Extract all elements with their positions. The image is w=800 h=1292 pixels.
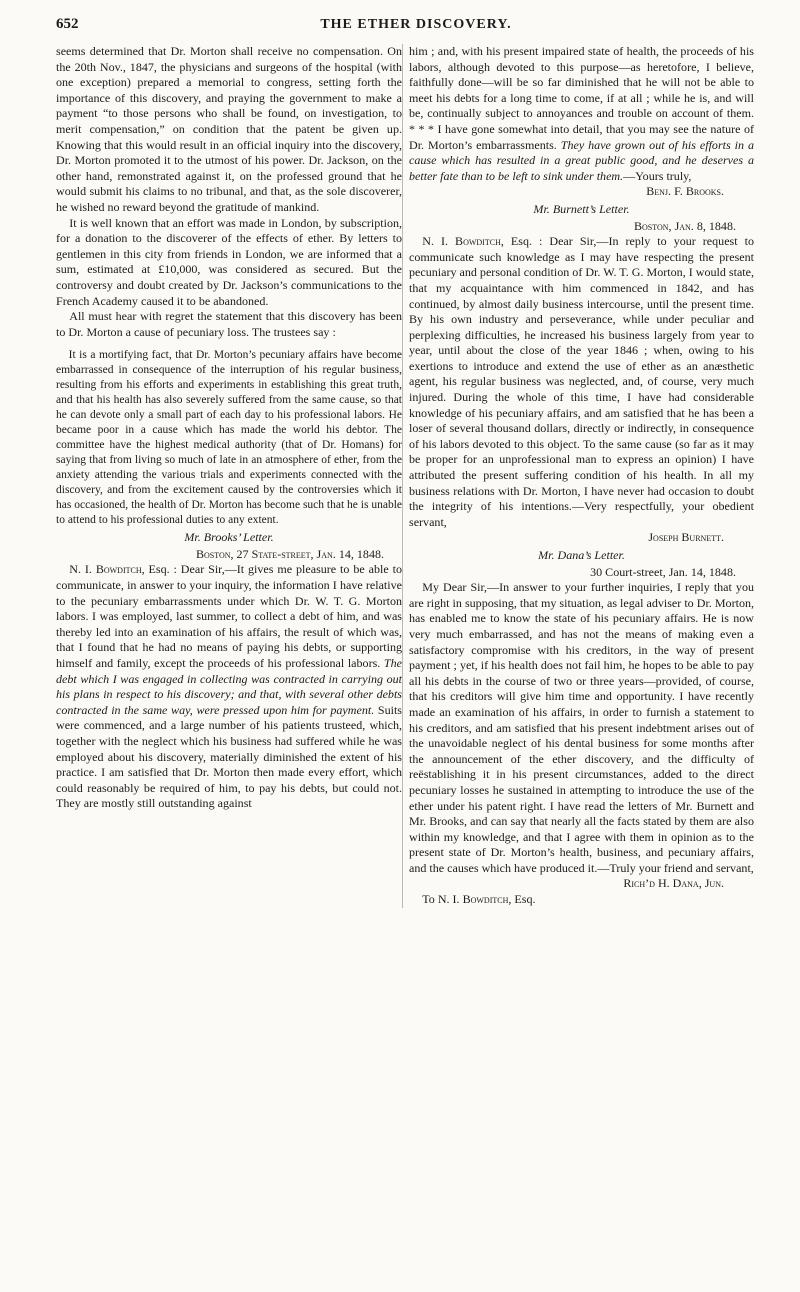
- letter-body: My Dear Sir,—In answer to your further inquiries, I reply that you are right in supposing, that my situation, as legal adviser to Dr. Morton, has enabled me to know the state of his pecuniary affairs. He is now very much embarrassed, and has not the means of making even a satisfactory compromise with his creditors, in the way of present payment ; yet, if his health does not fail him, he hopes to be able to pay all his debts in the course of two or three years—provided, of course, that his creditors will give him time and opportunity. I have recently made an examination of his affairs, in order to furnish a statement to his creditors, and am satisfied that his present indebtment arises out of the unavoidable neglect of his dental business for some months after the announcement of the ether discovery, and the difficulty of reëstablishing it in his present circumstances, added to the direct pecuniary losses he sustained in attempting to introduce the use of the ether under his patent right. I have read the letters of Mr. Burnett and Mr. Brooks, and can say that nearly all the facts stated by them are also within my knowledge, and that I agree with them in opinion as to the present state of Dr. Morton’s health, business, and pecuniary affairs, and the causes which have produced it.—Truly your friend and servant,: [409, 580, 754, 875]
- letter-signature: Benj. F. Brooks.: [646, 184, 724, 199]
- left-column: [56, 44, 402, 812]
- salutation-name: N. I. Bowditch: [69, 562, 142, 577]
- emphasis-text: They have grown out of his efforts in a cause which has resulted in a great public good, and he deserves a better fate than to be left to sink under them.: [409, 137, 754, 183]
- page-header: [56, 16, 776, 42]
- right-column: [402, 44, 754, 908]
- emphasis-text: The debt which I was engaged in collecting was contracted in carrying out his plans in respect to his discovery; and that, with several other debts contracted in the same way, were pressed upon him for payment.: [56, 656, 402, 717]
- trustees-quote: It is a mortifying fact, that Dr. Morton’s pecuniary affairs have become embarrassed in consequence of the interruption of his regular business, resulting from his efforts and experiments in establishing this great truth, and that his health has also severely suffered from the same cause, so that he can devote only a small part of each day to his professional labors. He became poor in a cause which has made the world his debtor. The committee have the highest medical authority (that of Dr. Homans) for saying that from living so much of late in an atmosphere of ether, from the anxiety attending the various trials and experiments connected with the discovery, and from the excitement caused by the controversies which it has occasioned, the health of Dr. Morton has become such that he is unable to attend to his professional duties to any extent.: [56, 349, 402, 527]
- letter-addressee: To N. I. Bowditch, Esq.: [422, 892, 536, 907]
- running-title: THE ETHER DISCOVERY.: [320, 17, 512, 32]
- letter-signature: Rich’d H. Dana, Jun.: [623, 876, 724, 891]
- letter-body: N. I. Bowditch, Esq. : Dear Sir,—In reply to your request to communicate such knowledge as I may have respecting the present pecuniary and personal condition of Dr. W. T. G. Morton, I would state, that my acquaintance with him commenced in 1842, and has continued, by almost daily business intercourse, until the present time. By his own industry and perseverance, while under peculiar and perplexing difficulties, he increased his business largely from year to year, until about the close of the year 1846 ; when, owing to his exertions to introduce and extend the use of ether as an anæsthetic agent, his regular business was neglected, and, of course, very much injured. During the whole of this time, I have had considerable knowledge of his pecuniary affairs, and am satisfied that he has been a loser of several thousand dollars, directly or indirectly, in consequence of his labors devoted to this object. To the same cause (so far as it may be proper for an unprofessional man to express an opinion) I have attributed the present suffering condition of his health. In all my business relations with Dr. Morton, I have never had occasion to doubt the integrity of his intentions.—Very respectfully, your obedient servant,: [409, 234, 754, 529]
- letter-heading: Mr. Brooks’ Letter.: [184, 530, 274, 545]
- paragraph: All must hear with regret the statement that this discovery has been to Dr. Morton a cause of pecuniary loss. The trustees say :: [56, 309, 402, 339]
- letter-heading: Mr. Dana’s Letter.: [538, 548, 625, 562]
- letter-dateline: 30 Court-street, Jan. 14, 1848.: [590, 564, 736, 579]
- letter-body: him ; and, with his present impaired state of health, the proceeds of his labors, although devoted to this purpose—as heretofore, I believe, faithfully done—will be so far diminished that he will not be able to meet his debts for a long time to come, if at all ; while he is, and will be, continually subject to annoyances and trouble on account of them. * * * I have gone somewhat into detail, that you may see the nature of Dr. Morton’s embarrassments. They have grown out of his efforts in a cause which has resulted in a great public good, and he deserves a better fate than to be left to sink under them.—Yours truly,: [409, 44, 754, 183]
- letter-signature: Joseph Burnett.: [648, 530, 724, 545]
- salutation-name: N. I. Bowditch: [422, 234, 501, 249]
- letter-dateline: Boston, 27 State-street, Jan. 14, 1848.: [195, 546, 384, 561]
- paragraph: It is well known that an effort was made in London, by subscription, for a donation to the discoverer of the effects of ether. By letters to gentlemen in this city from friends in London, we are informed that a sum, estimated at £10,000, was considered as secured. But the controversy and doubt created by Dr. Jackson’s communications to the French Academy caused it to be abandoned.: [56, 215, 402, 308]
- page-number: 652: [56, 16, 79, 32]
- letter-body: N. I. Bowditch, Esq. : Dear Sir,—It gives me pleasure to be able to communicate, in answer to your inquiry, the information I have relative to the pecuniary embarrassments under which Dr. W. T. G. Morton labors. I was employed, last summer, to collect a debt of him, and was thereby led into an examination of his affairs, the result of which was, that I found that he had no means of paying his debts, or supporting himself and family, except the proceeds of his professional labors. The debt which I was engaged in collecting was contracted in carrying out his plans in respect to his discovery; and that, with several other debts contracted in the same way, were pressed upon him for payment. Suits were commenced, and a large number of his patients trusteed, which, together with the neglect which his business had suffered while he was employed about his discovery, materially diminished the extent of his practice. I am satisfied that Dr. Morton then made every effort, which could reasonably be required of him, to pay his debts, but could not. They are mostly still outstanding against: [56, 562, 402, 811]
- letter-dateline: Boston, Jan. 8, 1848.: [633, 218, 736, 233]
- paragraph: seems determined that Dr. Morton shall receive no compensation. On the 20th Nov., 1847, the physicians and surgeons of the hospital (with one exception) prepared a memorial to congress, setting forth the importance of this discovery, and praying the government to make a payment “to those persons who shall be found, on investigation, to merit compensation,” on condition that the patent be given up. Knowing that this would result in an official inquiry into the discovery, Dr. Morton promoted it to the utmost of his power. Dr. Jackson, on the other hand, remonstrated against it, on the professed ground that he would submit his claims to no tribunal, and that, as the sole discoverer, he wished no reward beyond the gratitude of mankind.: [56, 44, 402, 214]
- letter-heading: Mr. Burnett’s Letter.: [533, 201, 630, 216]
